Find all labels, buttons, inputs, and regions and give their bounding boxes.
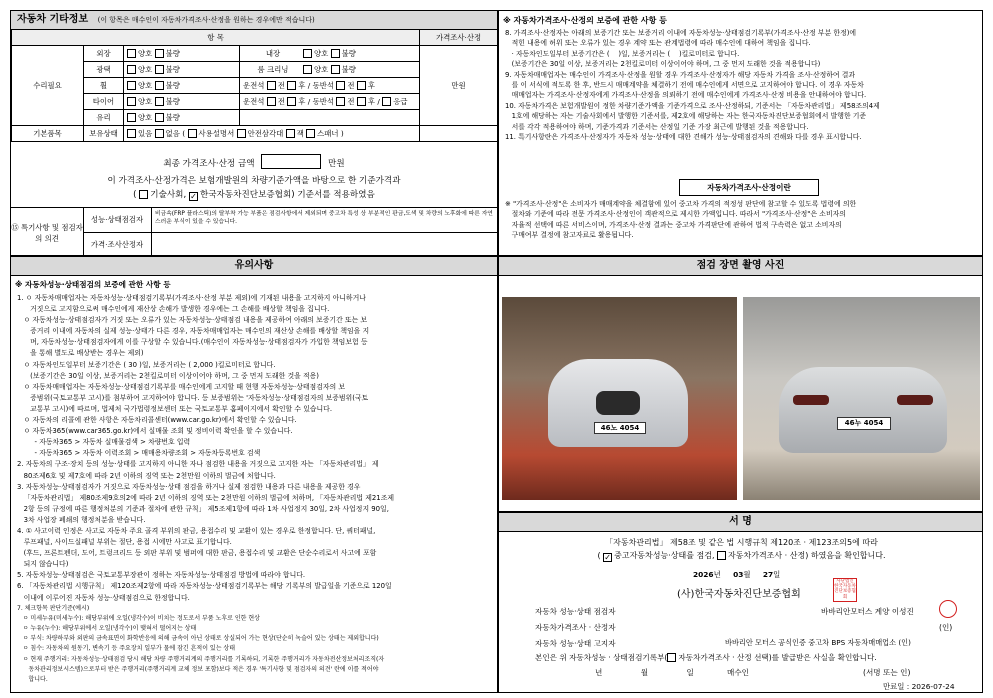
notice-line: 거짓으로 고지함으로써 매수인에게 재산상 손해가 발생한 경우에는 그 손해를 배상할 책임을 집니다.: [17, 305, 330, 314]
unit: 일: [686, 668, 694, 677]
opt: 후: [367, 81, 376, 90]
notice-line: ㅇ 미세누유(미세누수): 해당부위에 오일(냉각수)이 비치는 정도로서 부품 노후로 인한 현상: [17, 614, 260, 622]
notice-line: ㅇ 자동차인도일부터 보증기간은 ( 30 )일, 보증거리는 ( 2,000 )킬로미터로 합니다.: [17, 360, 276, 369]
final-price-block: [11, 146, 497, 206]
association-seal: [833, 578, 857, 602]
good-bad-cell: [124, 46, 240, 62]
checkbox[interactable]: [287, 97, 296, 106]
notice-line: 7. 체크항목 판단기준(예시): [17, 604, 90, 612]
text-line: 를 이 서식에 적도록 한 후, 반드시 매매계약을 체결하기 전에 매수인에게 서면으로 고지하여야 합니다. 이 경우 자동차: [505, 81, 864, 90]
checkbox[interactable]: [155, 49, 164, 58]
opt: 전: [277, 81, 285, 90]
notice-line: ㅇ 자동차의 리콜에 관한 사항은 자동차리콜센터(www.car.go.kr)에서 확인할 수 있습니다.: [17, 416, 297, 425]
vehicle-other-info-section: [10, 10, 498, 256]
opt: 전: [347, 81, 355, 90]
good-label: 양호: [314, 49, 329, 58]
checkbox[interactable]: [127, 129, 136, 138]
photo-title: 점검 장면 촬영 사진: [499, 257, 982, 276]
notice-line: ㅇ 현재 주행거리: 자동차성능·상태점검 당시 해당 차량 주행거리계의 주행거리를 기록하되, 기록한 주행거리가 자동차전산정보처리조직(자: [17, 655, 385, 663]
opt: ) 하였음을 확인합니다.: [805, 551, 886, 560]
org-name: (사)한국자동차진단보증협회: [677, 589, 801, 600]
notice-line: 동차관리정보시스템)으로부터 받은 주행거리(주행거리계 교체 정보 포함)보다 적은 경우 '특기사항 및 점검자의 의견' 란에 이를 적어야: [17, 665, 379, 673]
notice-line: 1. ㅇ 자동차매매업자는 자동차성능·상태점검기록부(가격조사·산정 부분 제외)에 기재된 내용을 고지하지 아니하거나: [17, 294, 366, 302]
basic-options: 있음 없음 ( 사용설명서 안전삼각대 잭 스패너 ): [124, 126, 420, 142]
role-value: 바바리안모터스 계양 이성진: [821, 607, 914, 616]
text-line: 9. 자동차매매업자는 매수인이 가격조사·산정을 원할 경우 가격조사·산정자가 해당 자동차 가격을 조사·산정하여 결과: [505, 70, 856, 79]
notice-section: [10, 256, 498, 693]
notice-line: 을 통해 별도로 배상받는 경우는 제외): [17, 349, 144, 358]
expiry-date: 만료일 : 2026-07-24: [883, 682, 955, 691]
notice-line: 「자동차관리법」 제80조제9호의2에 따라 2년 이하의 징역 또는 2천만원 이하의 벌금에 처하며, 「자동차관리법 제21조제: [17, 493, 395, 502]
row-name: 타이어: [84, 94, 124, 110]
perf-label: 성능·상태점검자: [83, 208, 152, 233]
empty-cell: [240, 110, 420, 126]
final-price-input[interactable]: [261, 154, 321, 169]
checkbox[interactable]: [127, 65, 136, 74]
buyer-label: 매수인: [727, 668, 750, 677]
notice-line: ㅇ 부식: 차량하부와 외판의 금속표면이 화학반응에 의해 금속이 아닌 상태로 상실되어 가는 현상(단순히 녹슬어 있는 상태는 제외합니다): [17, 635, 379, 643]
opt: 안전삼각대: [247, 129, 284, 138]
checkbox[interactable]: [155, 81, 164, 90]
notice-line: (보증기간은 30일 이상, 보증거리는 2천킬로미터 이상이어야 하며, 그 중 먼저 도래한 것을 적용): [17, 371, 319, 380]
signature-section: [498, 512, 983, 693]
price-guarantee-section: [498, 10, 983, 256]
bad-label: 불량: [341, 65, 356, 74]
text-line: · 자동차인도일부터 보증기간은 ( )일, 보증거리는 ( )킬로미터로 합니다.: [505, 49, 740, 58]
text-line: 8. 가격조사·산정자는 아래의 보증기간 또는 보증거리 이내에 자동차성능·상태점검기록부(가격조사·산정 부분 한정)에: [505, 29, 857, 37]
notice-line: 증거리 이내에 자동차의 실제 성능·상태가 다른 경우, 자동차매매업자는 매수인의 재산상 손해를 배상할 책임을 지: [17, 327, 370, 336]
tail-light: [793, 395, 829, 405]
notice-line: - 자동차365 > 자동차 실매물검색 > 차량번호 입력: [17, 438, 191, 447]
front-car-photo: [502, 297, 737, 500]
notice-line: (후드, 프론트펜더, 도어, 트렁크리드 등 외판 부위 및 범퍼에 대한 판금, 용접수리 및 교환은 단순수리로서 사고에 포함: [17, 549, 377, 558]
red-seal-icon: [939, 600, 957, 618]
notice-line: ㅇ 침수: 자동차의 원동기, 변속기 등 주요장치 일부가 물에 잠긴 흔적이 있는 상태: [17, 645, 236, 653]
good-bad-cell: [124, 78, 240, 94]
notice-line: 교통부 고시)에 따르며, 법제처 국가법령정보센터 또는 국토교통부 홈페이지에서 확인할 수 있습니다.: [17, 404, 333, 413]
checkbox[interactable]: [127, 81, 136, 90]
opt: 잭: [296, 129, 304, 138]
guarantee-items: [499, 28, 982, 142]
text: 자동차가격조사 · 산정 선택)를 발급받은 사실을 확인합니다.: [678, 653, 877, 662]
unit: 일: [773, 570, 781, 579]
month: 03: [733, 570, 744, 579]
basic-label: 기본품목: [12, 126, 84, 142]
opt: 사용설명서: [198, 129, 235, 138]
role-value: 바바리안 모터스 공식인증 중고차 BPS 자동차매매업소 (인): [725, 638, 911, 647]
role-label: 자동차 성능·상태 점검자: [535, 607, 616, 616]
checkbox[interactable]: [336, 97, 345, 106]
opt: 응급: [393, 97, 408, 106]
license-plate: 46누 4054: [837, 417, 891, 430]
notice-line: 80조제6호 및 제7호에 따라 2년 이하의 징역 또는 2천만원 이하의 벌금에 처합니다.: [17, 471, 276, 480]
rear-car-photo: [743, 297, 980, 500]
checkbox[interactable]: [331, 49, 340, 58]
buyer-sign: (서명 또는 인): [863, 668, 911, 677]
row-name: 휠: [84, 78, 124, 94]
checkbox-checked[interactable]: ✓: [604, 553, 611, 562]
checkbox[interactable]: [306, 129, 315, 138]
tire-options: [240, 94, 420, 110]
notice-title: 유의사항: [11, 257, 497, 276]
opt: 전: [347, 97, 355, 106]
date-line: [693, 569, 780, 580]
text-line: 1호에 해당하는 자는 기술사회에서 발행한 기준서를, 제2호에 해당하는 자는 한국자동차진단보증협회에서 발행한 기준: [505, 112, 867, 121]
opinion-block: [11, 207, 497, 256]
sub-cell: [240, 46, 420, 62]
unit: 월: [640, 668, 649, 677]
final-price-label: 최종 가격조사·산정 금액: [163, 159, 255, 169]
good-label: 양호: [138, 81, 153, 90]
law-line: 「자동차관리법」 제58조 및 같은 법 시행규칙 제120조 · 제123조의5에 따라: [605, 538, 878, 547]
text-line: 적힌 내용에 허위 또는 오류가 있는 경우 계약 또는 관계법령에 따라 매수인에 대하여 책임을 집니다.: [505, 39, 811, 48]
photo-section: [498, 256, 983, 512]
checkbox[interactable]: [382, 97, 391, 106]
opt: 중고자동차성능·상태를 점검,: [614, 551, 715, 560]
car-body: [779, 367, 947, 453]
bad-label: 불량: [165, 113, 180, 122]
good-bad-cell: [124, 62, 240, 78]
opt: 전: [277, 97, 285, 106]
section-title: ※ 자동차가격조사·산정의 보증에 관한 사항 등: [503, 16, 667, 25]
final-price-unit: 만원: [328, 159, 345, 169]
text-line: 11. 특기사항란은 가격조사·산정자가 자동차 성능·상태에 대한 견해가 성능·상태점검자의 견해와 다를 경우 표시합니다.: [505, 133, 862, 142]
role-label: 자동차 성능·상태 고지자: [535, 639, 616, 648]
price-person-label: 가격·조사산정자: [83, 232, 152, 256]
notice-line: ㅇ 누유(누수): 해당부위에서 오일(냉각수)이 맺혀서 떨어지는 상태: [17, 625, 197, 633]
opt: ) 기준서를 적용하였음: [291, 190, 375, 200]
good-label: 양호: [138, 49, 153, 58]
row-name: 유리: [84, 110, 124, 126]
checkbox[interactable]: [336, 81, 345, 90]
opt: 후 /: [367, 97, 380, 106]
check-line: ( ✓ 중고자동차성능·상태를 점검, 자동차가격조사 · 산정) 하였음을 확인합니다.: [597, 551, 886, 562]
checkbox[interactable]: [155, 129, 164, 138]
col-price-header: 가격조사·산정: [420, 30, 498, 46]
notice-line: 되지 않습니다): [17, 560, 69, 569]
good-bad-cell: [124, 110, 240, 126]
section-title: 자동차 기타정보: [17, 14, 89, 25]
opinion-label: ⑮ 특기사항 및 점검자의 의견: [11, 208, 84, 256]
unit: 년: [713, 570, 721, 579]
text-line: 구매여부 결정에 참고자료로 활용됩니다.: [505, 231, 634, 240]
notice-line: 증범위(국토교통부 고시)를 첨부하여 고지하여야 합니다. 등 보증범위는 '자동차성능·상태점검자의 보증범위(국토: [17, 393, 369, 402]
notice-line: ㅇ 자동차매매업자는 자동차성능·상태점검기록부를 매수인에게 고지할 때 현행 자동차성능·상태점검자의 보: [17, 382, 346, 391]
notice-line: 5. 자동차성능·상태점검은 국토교통부장관이 정하는 자동차성능·상태점검 방법에 따라야 합니다.: [17, 571, 306, 580]
license-plate: 46노 4054: [594, 422, 646, 434]
empty-cell: [420, 126, 498, 142]
checkbox[interactable]: [139, 190, 148, 199]
good-label: 양호: [314, 65, 329, 74]
opt: 자동차가격조사 · 산정: [728, 551, 806, 560]
checkbox[interactable]: [667, 653, 676, 662]
notice-line: - 자동차365 > 자동차 이력조회 > 매매용차량조회 > 자동차등록번호 검색: [17, 449, 261, 458]
text: 본인은 위 자동차성능 · 상태점검기록부(: [535, 653, 668, 662]
final-price-row: [11, 154, 497, 169]
repair-label: 수리필요: [12, 46, 84, 126]
text-line: (보증기간은 30일 이상, 보증거리는 2천킬로미터 이상이어야 하며, 그 중 먼저 도래한 것을 적용합니다): [505, 60, 821, 69]
blank-date: [595, 667, 694, 678]
checkbox[interactable]: [303, 49, 312, 58]
notice-lines: [11, 293, 497, 685]
price-unit: 만원: [420, 46, 498, 126]
unit: 월: [743, 570, 751, 579]
checkbox[interactable]: [237, 129, 246, 138]
bad-label: 불량: [165, 97, 180, 106]
bad-label: 불량: [165, 65, 180, 74]
notice-line: 3. 자동차성능·상태점검자가 거짓으로 자동차성능·상태 점검을 하거나 실제 점검한 내용과 다른 내용을 제공한 경우: [17, 482, 361, 491]
standard-options: ( 기술사회, ✓ 한국자동차진단보증협회) 기준서를 적용하였음: [133, 190, 375, 201]
definition-text: [505, 199, 977, 241]
opt: 후 / 동반석: [298, 81, 335, 90]
unit: 년: [595, 668, 603, 677]
wheel-options: [240, 78, 420, 94]
bad-label: 불량: [165, 49, 180, 58]
checkbox[interactable]: [127, 97, 136, 106]
checkbox[interactable]: [357, 81, 366, 90]
definition-title: 자동차가격조사·산정이란: [679, 179, 819, 196]
notice-subtitle: ※ 자동차성능·상태점검의 보증에 관한 사항 등: [15, 280, 171, 289]
sub-name: 내장: [265, 49, 281, 58]
checkbox-checked[interactable]: ✓: [190, 192, 197, 201]
receipt-line: [535, 652, 877, 663]
year: 2026: [693, 570, 714, 579]
role-label: 자동차가격조사 · 산정자: [535, 623, 616, 632]
sub-cell: [240, 62, 420, 78]
notice-line: ㅇ 자동차성능·상태점검자가 거짓 또는 오류가 있는 자동차성능·상태점검 내용을 제공하여 아래의 보증기간 또는 보: [17, 316, 368, 325]
checkbox[interactable]: [155, 113, 164, 122]
notice-line: 합니다.: [17, 676, 48, 684]
good-label: 양호: [138, 113, 153, 122]
checkbox[interactable]: [287, 81, 296, 90]
opt: 한국자동차진단보증협회: [199, 190, 292, 200]
notice-line: 2. 자동차의 구조·장치 등의 성능·상태를 고지하지 아니한 자나 점검한 내용을 거짓으로 고지한 자는 「자동차관리법」 제: [17, 460, 379, 469]
col-item-header: 항 목: [12, 30, 420, 46]
day: 27: [762, 570, 774, 579]
checkbox[interactable]: [127, 113, 136, 122]
notice-line: ㅇ 자동차365(www.car365.go.kr)에서 실매물 조회 및 정비이력 확인을 할 수 있습니다.: [17, 427, 293, 436]
divider: [151, 232, 497, 234]
role-value: (인): [939, 623, 953, 632]
standard-line: 이 가격조사·산정가격은 보험개발원의 차량기준가액을 바탕으로 한 기준가격과: [107, 176, 401, 186]
opt: 있음: [138, 129, 153, 138]
checkbox[interactable]: [303, 65, 312, 74]
tail-light: [897, 395, 933, 405]
good-label: 양호: [138, 65, 153, 74]
section-note: (이 항목은 매수인이 자동차가격조사·산정을 원하는 경우에만 적습니다): [97, 16, 315, 24]
notice-line: 2항 등의 규정에 따른 행정처분의 기준과 절차에 관한 규칙」 제5조제1항에 따라 1차 사업정지 30일, 2차 사업정지 90일,: [17, 504, 389, 513]
notice-line: 며, 자동차성능·상태점검자에게 이를 구상할 수 있습니다.(매수인이 자동차성능·상태점검자가 가입한 책임보험 등: [17, 338, 368, 347]
text-line: 매매업자는 가격조사·산정자에게 가격조사·산정을 의뢰하기 전에 매수인에게 가격조사·산정 비용을 안내하여야 합니다.: [505, 91, 867, 100]
row-name: 외장: [84, 46, 124, 62]
checkbox[interactable]: [357, 97, 366, 106]
notice-line: 이내에 이루어진 자동차 성능·상태점검으로 한정합니다.: [17, 593, 190, 602]
text-line: 서를 각각 적용하여야 하며, 기준가격과 기준서는 산정일 기준 가장 최근에 발행된 것을 적용합니다.: [505, 122, 809, 131]
bad-label: 불량: [341, 49, 356, 58]
vehicle-info-table: [11, 29, 498, 142]
notice-line: 4. ① 사고이력 인정은 사고로 자동차 주요 골격 부위의 판금, 용접수리 및 교환이 있는 경우로 한정합니다. 단, 쿼터패널,: [17, 526, 376, 535]
basic-sub: 보유상태: [84, 126, 124, 142]
checkbox[interactable]: [267, 81, 276, 90]
checkbox[interactable]: [155, 65, 164, 74]
checkbox[interactable]: [717, 551, 726, 560]
sub-name: 운전석: [243, 97, 265, 106]
notice-line: 6. 「자동차관리법 시행규칙」 제120조제2항에 따라 자동차성능·상태점검기록부는 해당 기록부의 발급일을 기준으로 120일: [17, 582, 392, 591]
checkbox[interactable]: [286, 129, 295, 138]
notice-line: 루프패널, 사이드실패널 부위는 절단, 용접 시에만 사고로 표기합니다.: [17, 538, 232, 547]
good-bad-cell: [124, 94, 240, 110]
checkbox[interactable]: [155, 97, 164, 106]
text-line: ※ "가격조사·산정"은 소비자가 매매계약을 체결함에 있어 중고차 가격의 적정성 판단에 참고할 수 있도록 법령에 의한: [505, 200, 857, 208]
checkbox[interactable]: [127, 49, 136, 58]
good-label: 양호: [138, 97, 153, 106]
section-header: [11, 11, 497, 30]
opt: 없음: [165, 129, 180, 138]
checkbox[interactable]: [267, 97, 276, 106]
opt: 기술사회,: [150, 190, 187, 200]
seal-text: 사단법인 한국자동차 진단보증협회: [834, 579, 856, 600]
signature-title: 서 명: [499, 513, 982, 532]
opt: 스패너: [317, 129, 339, 138]
opt: 후 / 동반석: [298, 97, 335, 106]
kidney-grille: [596, 391, 640, 415]
text-line: 절차와 기준에 따라 전문 가격조사·산정인이 객관적으로 제시한 가액입니다. 따라서 "가격조사·산정"은 소비자의: [505, 210, 846, 219]
sub-name: 운전석: [243, 81, 265, 90]
notice-line: 3차 사업장 폐쇄의 행정처분을 받습니다.: [17, 515, 146, 524]
checkbox[interactable]: [331, 65, 340, 74]
bad-label: 불량: [165, 81, 180, 90]
text-line: 자율적 선택에 따른 서비스이며, 가격조사·산정 결과는 중고차 가격판단에 관하여 법적 구속력은 없고 소비자의: [505, 220, 842, 229]
row-name: 광택: [84, 62, 124, 78]
checkbox[interactable]: [188, 129, 197, 138]
sub-name: 룸 크리닝: [257, 65, 289, 74]
perf-text: 비금속(FRP 플라스틱)의 탈부착 가능 부품은 점검사항에서 제외되며 중고차 특성 상 부분적인 판금,도색 및 차량의 노후화에 따른 자연스러운 부식이 있을 수 있습니다.: [155, 211, 493, 225]
text-line: 10. 자동차가격은 보험개발원이 정한 차량기준가액을 기준가격으로 조사·산정하되, 기준서는 「자동차관리법」 제58조의4제: [505, 101, 880, 110]
